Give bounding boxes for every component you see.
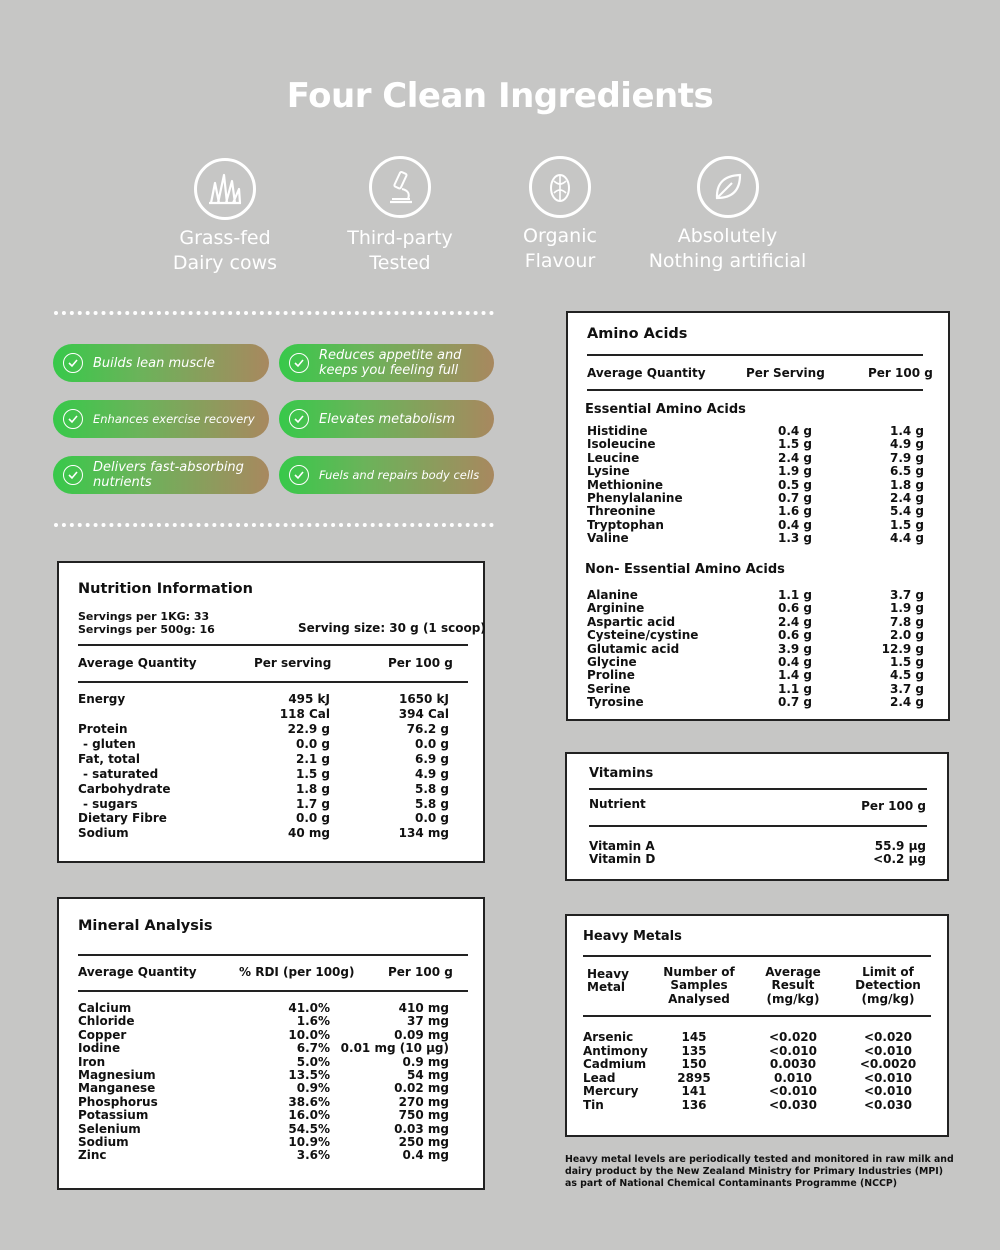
table-cell: 0.7 g bbox=[777, 491, 812, 505]
grass-icon bbox=[194, 158, 256, 220]
table-cell: Tryptophan bbox=[587, 517, 664, 532]
benefit-pill: Delivers fast-absorbing nutrients bbox=[53, 456, 269, 494]
table-cell: <0.010 bbox=[768, 1043, 817, 1058]
table-cell: 2895 bbox=[677, 1070, 711, 1085]
benefit-pill: Fuels and repairs body cells bbox=[279, 456, 494, 494]
table-cell: 10.9% bbox=[288, 1135, 330, 1149]
table-cell: 1.8 g bbox=[889, 477, 924, 492]
rule bbox=[587, 354, 923, 356]
feature-third-party: Third-party Tested bbox=[325, 156, 475, 276]
vitamins-title: Vitamins bbox=[589, 766, 654, 781]
table-cell: - sugars bbox=[83, 797, 138, 811]
table-cell: <0.020 bbox=[768, 1030, 817, 1044]
leaf-icon bbox=[697, 156, 759, 218]
table-cell: 410 mg bbox=[398, 1001, 449, 1015]
table-cell: <0.020 bbox=[863, 1030, 912, 1044]
check-icon bbox=[63, 465, 83, 485]
table-cell: 1.1 g bbox=[777, 588, 812, 602]
table-cell: Iodine bbox=[78, 1041, 121, 1056]
check-icon bbox=[289, 409, 309, 429]
table-cell: Protein bbox=[78, 722, 128, 736]
table-cell: 1.4 g bbox=[777, 668, 812, 683]
table-cell: 41.0% bbox=[288, 1001, 330, 1015]
table-cell: 0.6 g bbox=[777, 628, 812, 643]
table-cell: 2.4 g bbox=[777, 614, 812, 629]
table-cell: 3.6% bbox=[296, 1148, 330, 1163]
table-cell: Glutamic acid bbox=[587, 641, 680, 656]
table-cell: 2.4 g bbox=[777, 450, 812, 465]
table-cell: 0.4 mg bbox=[402, 1148, 449, 1163]
mineral-title: Mineral Analysis bbox=[78, 918, 213, 934]
metals-panel: Heavy Metals Heavy Metal Number of Samples Analysed Average Result (mg/kg) Limit of Detection (mg/kg) Arsenic 145 <0.020 <0.020 Antimony 135 <0.010 <0.010 Cadmium 150 0.0030 <0.0020 Lead 2895 0.010 <0.010 Mercury 141 <0.010 <0.010 Tin 136 <0.030 <0.030 bbox=[565, 914, 949, 1137]
table-cell: Methionine bbox=[587, 477, 664, 492]
table-cell: 2.4 g bbox=[889, 695, 924, 710]
table-cell: Glycine bbox=[587, 655, 637, 669]
table-cell: 22.9 g bbox=[287, 722, 330, 736]
check-icon bbox=[63, 409, 83, 429]
table-cell: 1.7 g bbox=[295, 797, 330, 811]
table-cell: Fat, total bbox=[78, 752, 140, 766]
table-cell: 0.0 g bbox=[414, 811, 449, 825]
metals-title: Heavy Metals bbox=[583, 929, 682, 944]
table-cell: 5.0% bbox=[296, 1054, 330, 1069]
table-cell: Phosphorus bbox=[78, 1094, 158, 1109]
table-cell: 0.0 g bbox=[295, 737, 330, 751]
table-cell: Cysteine/cystine bbox=[587, 628, 699, 643]
table-cell: 134 mg bbox=[398, 826, 449, 840]
heavy-metals-note: Heavy metal levels are periodically tested and monitored in raw milk and dairy product by the New Zealand Ministry for Primary Industries (MPI) as part of National Chemical Contaminants Programme (NCCP) bbox=[565, 1154, 954, 1189]
nutrition-title: Nutrition Information bbox=[78, 581, 253, 597]
table-cell: 5.8 g bbox=[414, 782, 449, 796]
check-icon bbox=[289, 465, 309, 485]
table-cell: 76.2 g bbox=[406, 722, 449, 736]
table-cell: Histidine bbox=[587, 424, 648, 438]
table-cell: Aspartic acid bbox=[587, 614, 676, 629]
benefit-pill: Elevates metabolism bbox=[279, 400, 494, 438]
benefit-pill: Reduces appetite and keeps you feeling full bbox=[279, 344, 494, 382]
table-cell: 0.01 mg (10 µg) bbox=[340, 1041, 449, 1056]
benefit-pill: Builds lean muscle bbox=[53, 344, 269, 382]
table-cell: Antimony bbox=[583, 1043, 648, 1058]
table-cell: Copper bbox=[78, 1027, 127, 1042]
table-cell: 0.7 g bbox=[777, 695, 812, 710]
table-cell: 6.5 g bbox=[889, 464, 924, 479]
table-cell: 40 mg bbox=[288, 826, 330, 840]
mineral-panel: Mineral Analysis Average Quantity % RDI (per 100g) Per 100 g Calcium 41.0% 410 mg Chloride 1.6% 37 mg Copper 10.0% 0.09 mg Iodine 6.7% 0.01 mg (10 µg) Iron 5.0% 0.9 mg Magnesium 13.5% 54 mg Manganese 0.9% 0.02 mg Phosphorus 38.6% 270 mg Potassium 16.0% 750 mg Selenium 54.5% 0.03 mg Sodium 10.9% 250 mg Zinc 3.6% 0.4 mg bbox=[57, 897, 485, 1190]
table-cell: 0.0 g bbox=[295, 811, 330, 825]
essential-title: Essential Amino Acids bbox=[585, 402, 746, 417]
table-cell: 13.5% bbox=[288, 1068, 330, 1082]
table-cell: 1.9 g bbox=[889, 601, 924, 616]
table-cell: Carbohydrate bbox=[78, 782, 171, 796]
table-cell: - gluten bbox=[83, 737, 136, 751]
table-cell: 6.7% bbox=[296, 1041, 330, 1056]
benefit-pill: Enhances exercise recovery bbox=[53, 400, 269, 438]
table-cell: Potassium bbox=[78, 1108, 149, 1123]
table-cell: <0.010 bbox=[863, 1043, 912, 1058]
table-cell: 1.6 g bbox=[777, 504, 812, 519]
table-cell: Energy bbox=[78, 692, 126, 706]
table-cell: 54.5% bbox=[288, 1121, 330, 1136]
divider-top bbox=[54, 311, 494, 315]
table-cell: Arsenic bbox=[583, 1030, 634, 1044]
table-cell: 37 mg bbox=[407, 1014, 449, 1029]
table-cell: 3.9 g bbox=[777, 641, 812, 656]
table-cell: 4.9 g bbox=[414, 767, 449, 781]
table-cell: Dietary Fibre bbox=[78, 811, 167, 825]
table-cell: <0.010 bbox=[768, 1084, 817, 1099]
table-cell: Threonine bbox=[587, 504, 656, 519]
table-cell: 55.9 µg bbox=[874, 839, 926, 853]
rule bbox=[589, 788, 927, 790]
table-cell: 2.4 g bbox=[889, 491, 924, 505]
table-cell: Manganese bbox=[78, 1081, 156, 1096]
table-cell: 0.9% bbox=[296, 1081, 330, 1096]
table-cell: Lead bbox=[583, 1070, 616, 1085]
table-cell: Isoleucine bbox=[587, 437, 656, 452]
table-cell: 0.4 g bbox=[777, 424, 812, 438]
vitamins-panel: Vitamins Nutrient Per 100 g Vitamin A 55.9 µg Vitamin D <0.2 µg bbox=[565, 752, 949, 881]
amino-title: Amino Acids bbox=[587, 326, 688, 342]
table-cell: 1.3 g bbox=[777, 531, 812, 546]
check-icon bbox=[289, 353, 309, 373]
feature-organic: Organic Flavour bbox=[485, 156, 635, 274]
table-cell: Calcium bbox=[78, 1001, 132, 1015]
rule bbox=[589, 825, 927, 827]
table-cell: 16.0% bbox=[288, 1108, 330, 1123]
table-cell: 1650 kJ bbox=[398, 692, 449, 706]
table-cell: Arginine bbox=[587, 601, 645, 616]
table-cell: 0.9 mg bbox=[402, 1054, 449, 1069]
table-cell: Magnesium bbox=[78, 1068, 156, 1082]
table-cell: 1.5 g bbox=[777, 437, 812, 452]
table-cell: 1.5 g bbox=[889, 517, 924, 532]
rule bbox=[78, 681, 468, 683]
table-cell: 495 kJ bbox=[288, 692, 330, 706]
rule bbox=[583, 955, 931, 957]
table-cell: <0.010 bbox=[863, 1084, 912, 1099]
table-cell: 1.5 g bbox=[889, 655, 924, 669]
table-cell: Iron bbox=[78, 1054, 106, 1069]
table-cell: 5.4 g bbox=[889, 504, 924, 519]
table-cell: Vitamin A bbox=[589, 839, 655, 853]
table-cell: 7.9 g bbox=[889, 450, 924, 465]
page-title: Four Clean Ingredients bbox=[286, 76, 714, 116]
cacao-icon bbox=[529, 156, 591, 218]
table-cell: <0.030 bbox=[768, 1098, 817, 1112]
table-cell: <0.030 bbox=[863, 1098, 912, 1112]
feature-grass-fed: Grass-fed Dairy cows bbox=[150, 158, 300, 276]
table-cell: 118 Cal bbox=[279, 707, 330, 721]
table-cell: 1.4 g bbox=[889, 424, 924, 438]
table-cell: 135 bbox=[681, 1043, 707, 1058]
table-cell: 750 mg bbox=[398, 1108, 449, 1123]
table-cell: Leucine bbox=[587, 450, 640, 465]
table-cell: 1.1 g bbox=[777, 681, 812, 696]
table-cell: 0.02 mg bbox=[394, 1081, 449, 1096]
table-cell: Serine bbox=[587, 681, 631, 696]
table-cell: Selenium bbox=[78, 1121, 141, 1136]
table-cell: <0.2 µg bbox=[873, 852, 926, 867]
table-cell: 4.5 g bbox=[889, 668, 924, 683]
table-cell: - saturated bbox=[83, 767, 159, 781]
table-cell: 54 mg bbox=[407, 1068, 449, 1082]
table-cell: 250 mg bbox=[398, 1135, 449, 1149]
table-cell: 2.1 g bbox=[295, 752, 330, 766]
table-cell: Chloride bbox=[78, 1014, 135, 1029]
table-cell: Proline bbox=[587, 668, 635, 683]
table-cell: Phenylalanine bbox=[587, 491, 683, 505]
table-cell: Lysine bbox=[587, 464, 630, 479]
rule bbox=[78, 644, 468, 646]
amino-panel: Amino Acids Average Quantity Per Serving Per 100 g Essential Amino Acids Non- Essential Amino Acids Histidine 0.4 g 1.4 g Isoleucine 1.5 g 4.9 g Leucine 2.4 g 7.9 g Lysine 1.9 g 6.5 g Methionine 0.5 g 1.8 g Phenylalanine 0.7 g 2.4 g Threonine 1.6 g 5.4 g Tryptophan 0.4 g 1.5 g Valine 1.3 g 4.4 g Alanine 1.1 g 3.7 g Arginine 0.6 g 1.9 g Aspartic acid 2.4 g 7.8 g Cysteine/cystine 0.6 g 2.0 g Glutamic acid 3.9 g 12.9 g Glycine 0.4 g 1.5 g Proline 1.4 g 4.5 g Serine 1.1 g 3.7 g Tyrosine 0.7 g 2.4 g bbox=[566, 311, 950, 721]
table-cell: 4.4 g bbox=[889, 531, 924, 546]
table-cell: 38.6% bbox=[288, 1094, 330, 1109]
table-cell: 0.6 g bbox=[777, 601, 812, 616]
table-cell: <0.010 bbox=[863, 1070, 912, 1085]
table-cell: 0.010 bbox=[774, 1070, 812, 1085]
rule bbox=[587, 389, 923, 391]
table-cell: 141 bbox=[681, 1084, 707, 1099]
table-cell: 5.8 g bbox=[414, 797, 449, 811]
table-cell: Sodium bbox=[78, 826, 129, 840]
table-cell: 1.6% bbox=[296, 1014, 330, 1029]
rule bbox=[583, 1015, 931, 1017]
table-cell: Vitamin D bbox=[589, 852, 656, 867]
table-cell: 4.9 g bbox=[889, 437, 924, 452]
check-icon bbox=[63, 353, 83, 373]
table-cell: 270 mg bbox=[398, 1094, 449, 1109]
table-cell: Tin bbox=[583, 1098, 604, 1112]
table-cell: Valine bbox=[587, 531, 629, 546]
rule bbox=[78, 954, 468, 956]
table-cell: 3.7 g bbox=[889, 588, 924, 602]
table-cell: 7.8 g bbox=[889, 614, 924, 629]
table-cell: 0.4 g bbox=[777, 517, 812, 532]
table-cell: Sodium bbox=[78, 1135, 129, 1149]
table-cell: 0.09 mg bbox=[394, 1027, 449, 1042]
microscope-icon bbox=[369, 156, 431, 218]
table-cell: Zinc bbox=[78, 1148, 107, 1163]
nonessential-title: Non- Essential Amino Acids bbox=[585, 562, 785, 577]
rule bbox=[78, 990, 468, 992]
table-cell: 0.4 g bbox=[777, 655, 812, 669]
table-cell: 1.9 g bbox=[777, 464, 812, 479]
table-cell: 1.5 g bbox=[295, 767, 330, 781]
table-cell: 0.0 g bbox=[414, 737, 449, 751]
table-cell: Alanine bbox=[587, 588, 638, 602]
table-cell: 150 bbox=[681, 1057, 707, 1072]
table-cell: 394 Cal bbox=[398, 707, 449, 721]
divider-bottom bbox=[54, 523, 494, 527]
table-cell: Mercury bbox=[583, 1084, 639, 1099]
table-cell: 136 bbox=[681, 1098, 707, 1112]
table-cell: 2.0 g bbox=[889, 628, 924, 643]
table-cell: 0.03 mg bbox=[394, 1121, 449, 1136]
table-cell: 12.9 g bbox=[881, 641, 924, 656]
table-cell: 0.5 g bbox=[777, 477, 812, 492]
serving-size: Serving size: 30 g (1 scoop) bbox=[298, 621, 486, 635]
table-cell: <0.0020 bbox=[859, 1057, 917, 1072]
table-cell: 6.9 g bbox=[414, 752, 449, 766]
feature-nothing-artificial: Absolutely Nothing artificial bbox=[640, 156, 815, 274]
table-cell: 10.0% bbox=[288, 1027, 330, 1042]
table-cell: 145 bbox=[681, 1030, 707, 1044]
table-cell: 0.0030 bbox=[769, 1057, 817, 1072]
table-cell: Tyrosine bbox=[587, 695, 644, 710]
table-cell: 1.8 g bbox=[295, 782, 330, 796]
table-cell: Cadmium bbox=[583, 1057, 647, 1072]
nutrition-panel: Nutrition Information Servings per 1KG: 33 Servings per 500g: 16 Serving size: 30 g (1 scoop) Average Quantity Per serving Per 100 g Energy 495 kJ 1650 kJ 118 Cal 394 Cal Protein 22.9 g 76.2 g - gluten 0.0 g 0.0 g Fat, total 2.1 g 6.9 g - saturated 1.5 g 4.9 g Carbohydrate 1.8 g 5.8 g - sugars 1.7 g 5.8 g Dietary Fibre 0.0 g 0.0 g Sodium 40 mg 134 mg bbox=[57, 561, 485, 863]
table-cell: 3.7 g bbox=[889, 681, 924, 696]
